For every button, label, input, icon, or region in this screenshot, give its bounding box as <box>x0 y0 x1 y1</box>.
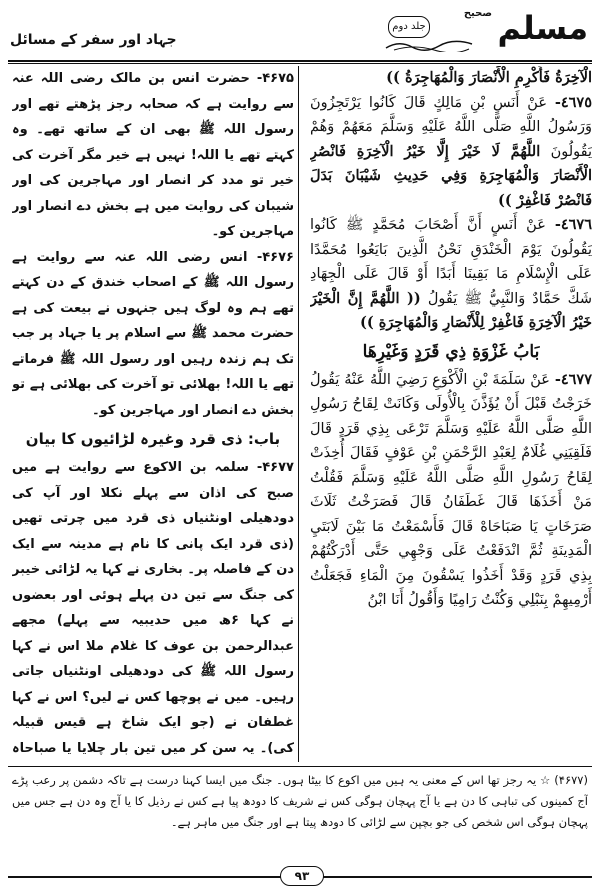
chapter-heading-arabic: بَابُ غَزْوَةِ ذِي قَرَدٍ وَغَيْرِهَا <box>362 341 540 362</box>
hadith-quote: اللَّهُمَّ لَا خَيْرَ إِلَّا خَيْرُ الْآخِرَةِ فَانْصُرِ الْأَنْصَارَ وَالْمُهَاجِرَةِ <box>310 142 592 184</box>
footnote: (۴۶۷۷) ☆ یہ رجز تھا اس کے معنی یہ ہیں میں اکوع کا بیٹا ہوں۔ جنگ میں ایسا کہنا درست ہے تاکہ دشمن پر رعب پڑے آج کمینوں کی تباہی کا دن ہے یا آج پہچان ہوگی کس نے شریف کا دودھ پیا ہے کس نے رذیل کا یا آج وہ دن ہے جس میں پہچان ہوگی اس شخص کی جو بچپن سے لڑائی کا دودھ پیتا ہے اور جنگ میں ماہر ہے۔ <box>12 773 588 829</box>
section-title: جہاد اور سفر کے مسائل <box>10 32 177 48</box>
hadith-text: عَنْ سَلَمَةَ بْنِ الْأَكْوَعِ رَضِيَ اللَّهُ عَنْهُ يَقُولُ خَرَجْتُ قَبْلَ أَنْ يُؤَذَّنَ بِالْأُولَى وَكَانَتْ لِقَاحُ رَسُولِ اللَّهِ صَلَّى اللَّهُ عَلَيْهِ وَسَلَّمَ تَرْعَى بِذِي قَرَدٍ قَالَ فَلَقِيَنِي غُلَامٌ لِعَبْدِ الرَّحْمَنِ بْنِ عَوْفٍ فَقَالَ أُخِذَتْ لِقَاحُ رَسُولِ اللَّهِ صَلَّى اللَّهُ عَلَيْهِ وَسَلَّمَ فَقُلْتُ مَنْ أَخَذَهَا قَالَ غَطَفَانُ قَالَ فَصَرَخْتُ ثَلَاثَ صَرَخَاتٍ يَا صَبَاحَاهْ قَالَ فَأَسْمَعْتُ مَا بَيْنَ لَابَتَيِ الْمَدِينَةِ ثُمَّ انْدَفَعْتُ عَلَى وَجْهِي حَتَّى أَدْرَكْتُهُمْ بِذِي قَرَدٍ وَقَدْ أَخَذُوا يَسْقُونَ مِنَ الْمَاءِ فَجَعَلْتُ أَرْمِيهِمْ بِنَبْلِي وَكُنْتُ رَامِيًا وَأَقُولُ أَنَا ابْنُ <box>310 371 592 608</box>
hadith-4676-arabic <box>310 213 592 336</box>
hadith-4677-urdu <box>12 455 294 762</box>
volume-badge: جلد دوم <box>388 16 430 38</box>
hadith-translation: حضرت انس بن مالک رضی اللہ عنہ سے روایت ہے کہ صحابہ رجز پڑھتے تھے اور رسول اللہ ﷺ بھی ان کے ساتھ تھے۔ وہ کہتے تھے یا اللہ! نہیں ہے خیر مگر آخرت کی خیر تو مدد کر انصار اور مہاجرین کی اور شیبان کی روایت میں ہے بخش دے انصار اور مہاجرین کو۔ <box>12 71 294 239</box>
book-title: مسلم <box>497 9 588 47</box>
hadith-translation: سلمہ بن الاکوع سے روایت ہے میں صبح کی اذان سے پہلے نکلا اور آپ کی دودھیلی اونٹنیاں ذی قرد میں چرتی تھیں (ذی قرد ایک پانی کا نام ہے مدینہ سے ایک دن کے فاصلہ پر۔ بخاری نے کہا یہ لڑائی خیبر کی جنگ سے تین دن پہلے ہوئی اور بعضوں نے کہا ۶ھ میں حدیبیہ سے پہلے) مجھے عبدالرحمن بن عوف کا غلام ملا اس نے کہا رسول اللہ ﷺ کی دودھیلی اونٹنیاں جاتی رہیں۔ میں نے پوچھا کس نے لیں؟ اس نے کہا غطفان نے (جو ایک شاخ ہے قیس قبیلہ کی)۔ یہ سن کر میں تین بار چلایا یا صباحاہ <box>12 460 294 756</box>
header-rule-thin <box>8 63 592 64</box>
chapter-heading-urdu: باب: ذی قرد وغیرہ لڑائیوں کا بیان <box>25 430 281 448</box>
hadith-4675-urdu <box>12 66 294 245</box>
hadith-quote: (( اللَّهُمَّ إِنَّ الْخَيْرَ خَيْرُ الْآخِرَةِ فَاغْفِرْ لِلْأَنْصَارِ وَالْمُهَاجِرَةِ )) <box>310 289 592 331</box>
column-divider <box>298 66 299 762</box>
arabic-column <box>310 66 592 762</box>
hadith-number: ۴۶۷۷- <box>256 460 294 475</box>
page-footer <box>8 866 592 886</box>
page-number: ۹۳ <box>280 866 324 886</box>
hadith-tail: وَفِي حَدِيثِ شَيْبَانَ بَدَلَ فَانْصُرْ فَاغْفِرْ )) <box>310 167 592 209</box>
urdu-column <box>12 66 294 762</box>
footnote-rule <box>8 766 592 767</box>
hadith-translation: انس رضی اللہ عنہ سے روایت ہے رسول اللہ ﷺ کے اصحاب خندق کے دن کہتے تھے ہم وہ لوگ ہیں جنہوں نے بیعت کی ہے حضرت محمد ﷺ سے اسلام پر یا جہاد پر جب تک ہم زندہ رہیں اور رسول اللہ ﷺ فرماتے تھے یا اللہ! بھلائی تو آخرت کی بھلائی ہے تو بخش دے انصار اور مہاجرین کو۔ <box>12 249 294 418</box>
hadith-number: ۴۶۷۵- <box>256 71 294 86</box>
hadith-4677-arabic <box>310 368 592 613</box>
hadith-text: عَنْ أَنَسِ بْنِ مَالِكٍ قَالَ كَانُوا يَرْتَجِزُونَ وَرَسُولُ اللَّهِ صَلَّى اللَّهُ عَلَيْهِ وَسَلَّمَ مَعَهُمْ وَهُمْ يَقُولُونَ <box>310 94 592 160</box>
brand-prefix: صحیح <box>463 8 492 19</box>
hadith-number: ٤٦٧٧- <box>554 370 592 388</box>
hadith-text: عَنْ أَنَسٍ أَنَّ أَصْحَابَ مُحَمَّدٍ ﷺ كَانُوا يَقُولُونَ يَوْمَ الْخَنْدَقِ نَحْنُ الَّذِينَ بَايَعُوا مُحَمَّدًا عَلَى الْإِسْلَامِ مَا بَقِينَا أَبَدًا أَوْ قَالَ عَلَى الْجِهَادِ شَكَّ حَمَّادٌ وَالنَّبِيُّ ﷺ يَقُولُ <box>310 217 592 307</box>
calligraphy-ornament-icon <box>384 38 474 52</box>
hadith-4676-urdu <box>12 245 294 424</box>
hadith-number: ٤٦٧٥- <box>554 93 592 111</box>
page-header <box>8 8 592 58</box>
header-rule <box>8 60 592 62</box>
arabic-intro: الْآخِرَةُ فَأَكْرِمِ الْأَنْصَارَ وَالْمُهَاجِرَةُ )) <box>386 69 592 86</box>
hadith-number: ٤٦٧٦- <box>554 216 592 233</box>
hadith-number: ۴۶۷۶- <box>256 249 294 265</box>
hadith-4675-arabic <box>310 91 592 214</box>
